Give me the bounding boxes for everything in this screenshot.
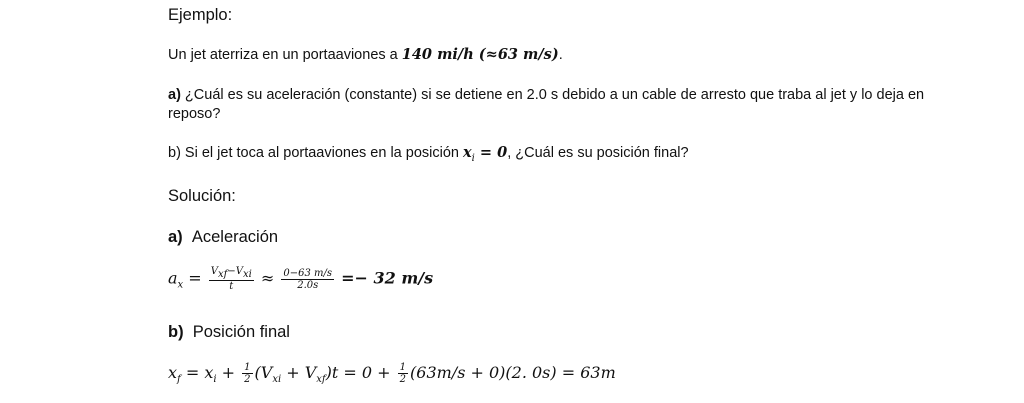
eq-b-paren-open: (V: [254, 363, 273, 382]
frac1-den: t: [229, 281, 234, 292]
part-b-question: [168, 143, 689, 168]
part-b-var: x: [463, 144, 472, 161]
eq-a-approx: ≈: [260, 268, 275, 288]
solution-b-label: b): [168, 323, 184, 341]
solution-a-heading: [168, 228, 278, 247]
half2-den: 2: [399, 374, 407, 385]
frac1-sub1: xf: [218, 269, 228, 280]
solution-a-title: Aceleración: [191, 228, 279, 246]
solution-b-heading: [168, 323, 290, 342]
eq-b-half-1: [242, 362, 252, 385]
solution-b-title: Posición final: [192, 323, 290, 341]
eq-b-lhs-sub: f: [177, 374, 181, 386]
part-a-question: [168, 86, 928, 124]
eq-b-plus2: + V: [286, 363, 317, 382]
eq-a-lhs: a: [168, 268, 178, 288]
part-a-text: ¿Cuál es su aceleración (constante) si se detiene en 2.0 s debido a un cable de arresto que traba al jet y lo deja en reposo?: [168, 87, 925, 122]
example-heading: Ejemplo:: [168, 6, 233, 24]
eq-a-fraction-2: [281, 268, 334, 291]
half1-den: 2: [244, 374, 251, 385]
part-a-label: a): [168, 87, 181, 103]
equation-a: [168, 266, 433, 292]
eq-b-half-2: [398, 362, 408, 385]
eq-b-paren-close: )t = 0 +: [325, 363, 391, 382]
equation-b: [168, 362, 616, 385]
solution-a-label: a): [168, 228, 183, 246]
frac1-num: V: [210, 266, 219, 277]
eq-a-equals: =: [188, 268, 202, 288]
frac1-mid: −V: [227, 266, 243, 277]
frac2-num: 0−63 m/s: [283, 267, 333, 279]
part-b-text-end: , ¿Cuál es su posición final?: [507, 145, 689, 161]
intro-end: .: [558, 47, 563, 63]
speed-math: 140 mi/h (≈63 m/s): [401, 46, 559, 63]
half2-num: 1: [399, 362, 407, 373]
frac1-sub2: xi: [242, 269, 252, 280]
eq-b-lhs: x: [168, 363, 178, 382]
eq-b-v1-sub: xi: [272, 374, 282, 386]
part-b-math-rest: = 0: [474, 144, 508, 161]
frac2-den: 2.0s: [297, 279, 319, 291]
eq-a-lhs-sub: x: [177, 279, 184, 291]
eq-b-plus: +: [221, 363, 236, 382]
eq-b-xi-sub: i: [213, 374, 217, 386]
eq-b-final: (63m/s + 0)(2. 0s) = 63m: [410, 363, 616, 382]
part-b-text-start: b) Si el jet toca al portaaviones en la posición: [168, 145, 464, 161]
eq-a-fraction-1: [209, 266, 254, 292]
intro-text: Un jet aterriza en un portaaviones a: [168, 47, 402, 63]
part-b-sub: i: [471, 152, 475, 164]
half1-num: 1: [244, 362, 251, 373]
eq-b-v2-sub: xf: [316, 374, 326, 386]
eq-a-result: =− 32 m/s: [341, 268, 434, 288]
solution-heading: Solución:: [168, 187, 236, 205]
problem-intro: [168, 45, 563, 65]
eq-b-eq1: = x: [185, 363, 214, 382]
